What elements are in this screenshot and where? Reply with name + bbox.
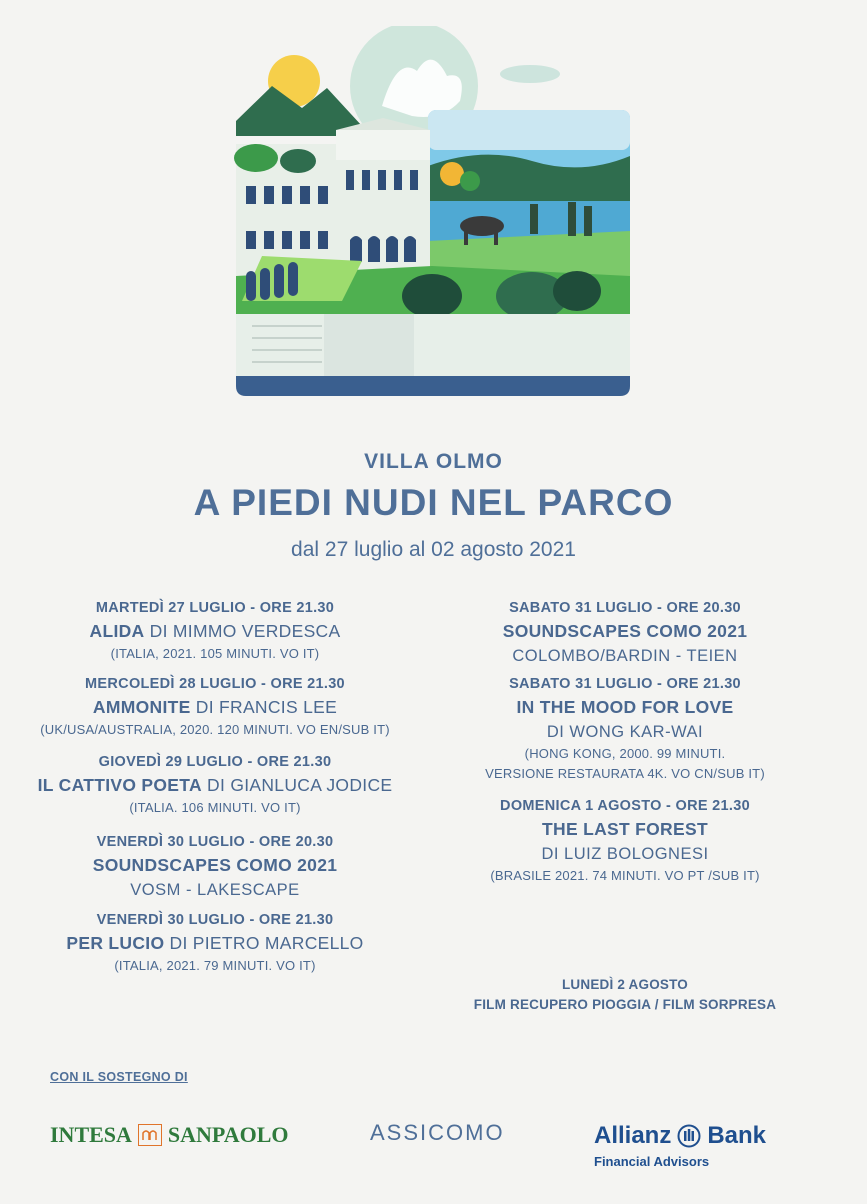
film-info: (ITALIA. 106 MINUTI. VO IT) [129, 800, 301, 815]
allianz-eagle-icon [677, 1124, 701, 1148]
event-item [420, 674, 830, 784]
film-title: SOUNDSCAPES COMO 2021 [92, 855, 338, 875]
event-date: VENERDÌ 30 LUGLIO - ORE 20.30 [96, 834, 334, 850]
event-film [10, 618, 420, 644]
film-info: (BRASILE 2021. 74 MINUTI. VO PT /SUB IT) [490, 868, 760, 883]
event-film [420, 694, 830, 720]
sanpaolo-text: SANPAOLO [167, 1122, 289, 1147]
film-director: DI MIMMO VERDESCA [144, 621, 341, 641]
film-title: AMMONITE [92, 697, 191, 717]
event-item [10, 598, 420, 664]
event-date: VENERDÌ 30 LUGLIO - ORE 21.30 [96, 912, 334, 928]
intesa-sanpaolo-logo [50, 1122, 289, 1148]
film-director: DI WONG KAR-WAI [546, 723, 704, 741]
intesa-text: INTESA [50, 1122, 132, 1147]
event-date: GIOVEDÌ 29 LUGLIO - ORE 21.30 [98, 754, 332, 770]
film-title: IL CATTIVO POETA [37, 775, 202, 795]
allianz-subtitle: Financial Advisors [594, 1154, 710, 1169]
film-title: SOUNDSCAPES COMO 2021 [502, 621, 748, 641]
event-film [420, 816, 830, 842]
event-date: MERCOLEDÌ 28 LUGLIO - ORE 21.30 [85, 676, 345, 692]
film-director: DI GIANLUCA JODICE [201, 775, 393, 795]
event-film [10, 930, 420, 956]
event-date: SABATO 31 LUGLIO - ORE 20.30 [509, 600, 741, 616]
film-director: DI FRANCIS LEE [190, 697, 338, 717]
event-subtitle: VOSM - LAKESCAPE [130, 881, 300, 899]
venue-name: VILLA OLMO [364, 450, 503, 473]
film-info: (UK/USA/AUSTRALIA, 2020. 120 MINUTI. VO EN/SUB IT) [40, 722, 390, 737]
film-info-2: VERSIONE RESTAURATA 4K. VO CN/SUB IT) [485, 766, 765, 781]
film-info: (HONG KONG, 2000. 99 MINUTI. [524, 746, 726, 761]
event-item [10, 752, 420, 818]
film-title: ALIDA [89, 621, 145, 641]
event-item [10, 910, 420, 976]
film-title: IN THE MOOD FOR LOVE [516, 697, 734, 717]
event-item [10, 832, 420, 902]
event-item [420, 598, 830, 668]
event-date: SABATO 31 LUGLIO - ORE 21.30 [509, 676, 741, 692]
event-item [10, 674, 420, 740]
allianz-text: Allianz [594, 1122, 672, 1149]
event-date: MARTEDÌ 27 LUGLIO - ORE 21.30 [95, 600, 335, 616]
event-film [420, 618, 830, 644]
event-subtitle: COLOMBO/BARDIN - TEIEN [512, 647, 738, 665]
event-date: DOMENICA 1 AGOSTO - ORE 21.30 [500, 798, 750, 814]
schedule-right [420, 598, 830, 886]
event-film [10, 772, 420, 798]
schedule-left [10, 598, 420, 976]
film-info: (ITALIA, 2021. 105 MINUTI. VO IT) [110, 646, 320, 661]
allianz-bank-logo [594, 1122, 766, 1169]
film-title: PER LUCIO [66, 933, 165, 953]
final-text: FILM RECUPERO PIOGGIA / FILM SORPRESA [473, 997, 777, 1012]
event-item [420, 796, 830, 886]
intesa-emblem-icon [138, 1124, 162, 1146]
event-title: A PIEDI NUDI NEL PARCO [193, 482, 674, 523]
allianz-main [594, 1122, 766, 1150]
bank-text: Bank [707, 1122, 767, 1149]
film-title: THE LAST FOREST [542, 819, 708, 839]
sponsor-label: CON IL SOSTEGNO DI [50, 1070, 188, 1084]
event-dates: dal 27 luglio al 02 agosto 2021 [291, 538, 576, 561]
assicomo-logo: ASSICOMO [370, 1120, 505, 1145]
film-director: DI LUIZ BOLOGNESI [541, 845, 709, 863]
villa-illustration [232, 26, 636, 402]
event-film [10, 694, 420, 720]
film-director: DI PIETRO MARCELLO [164, 933, 364, 953]
event-film [10, 852, 420, 878]
film-info: (ITALIA, 2021. 79 MINUTI. VO IT) [114, 958, 316, 973]
final-event [420, 975, 830, 1015]
final-date: LUNEDÌ 2 AGOSTO [561, 977, 689, 992]
